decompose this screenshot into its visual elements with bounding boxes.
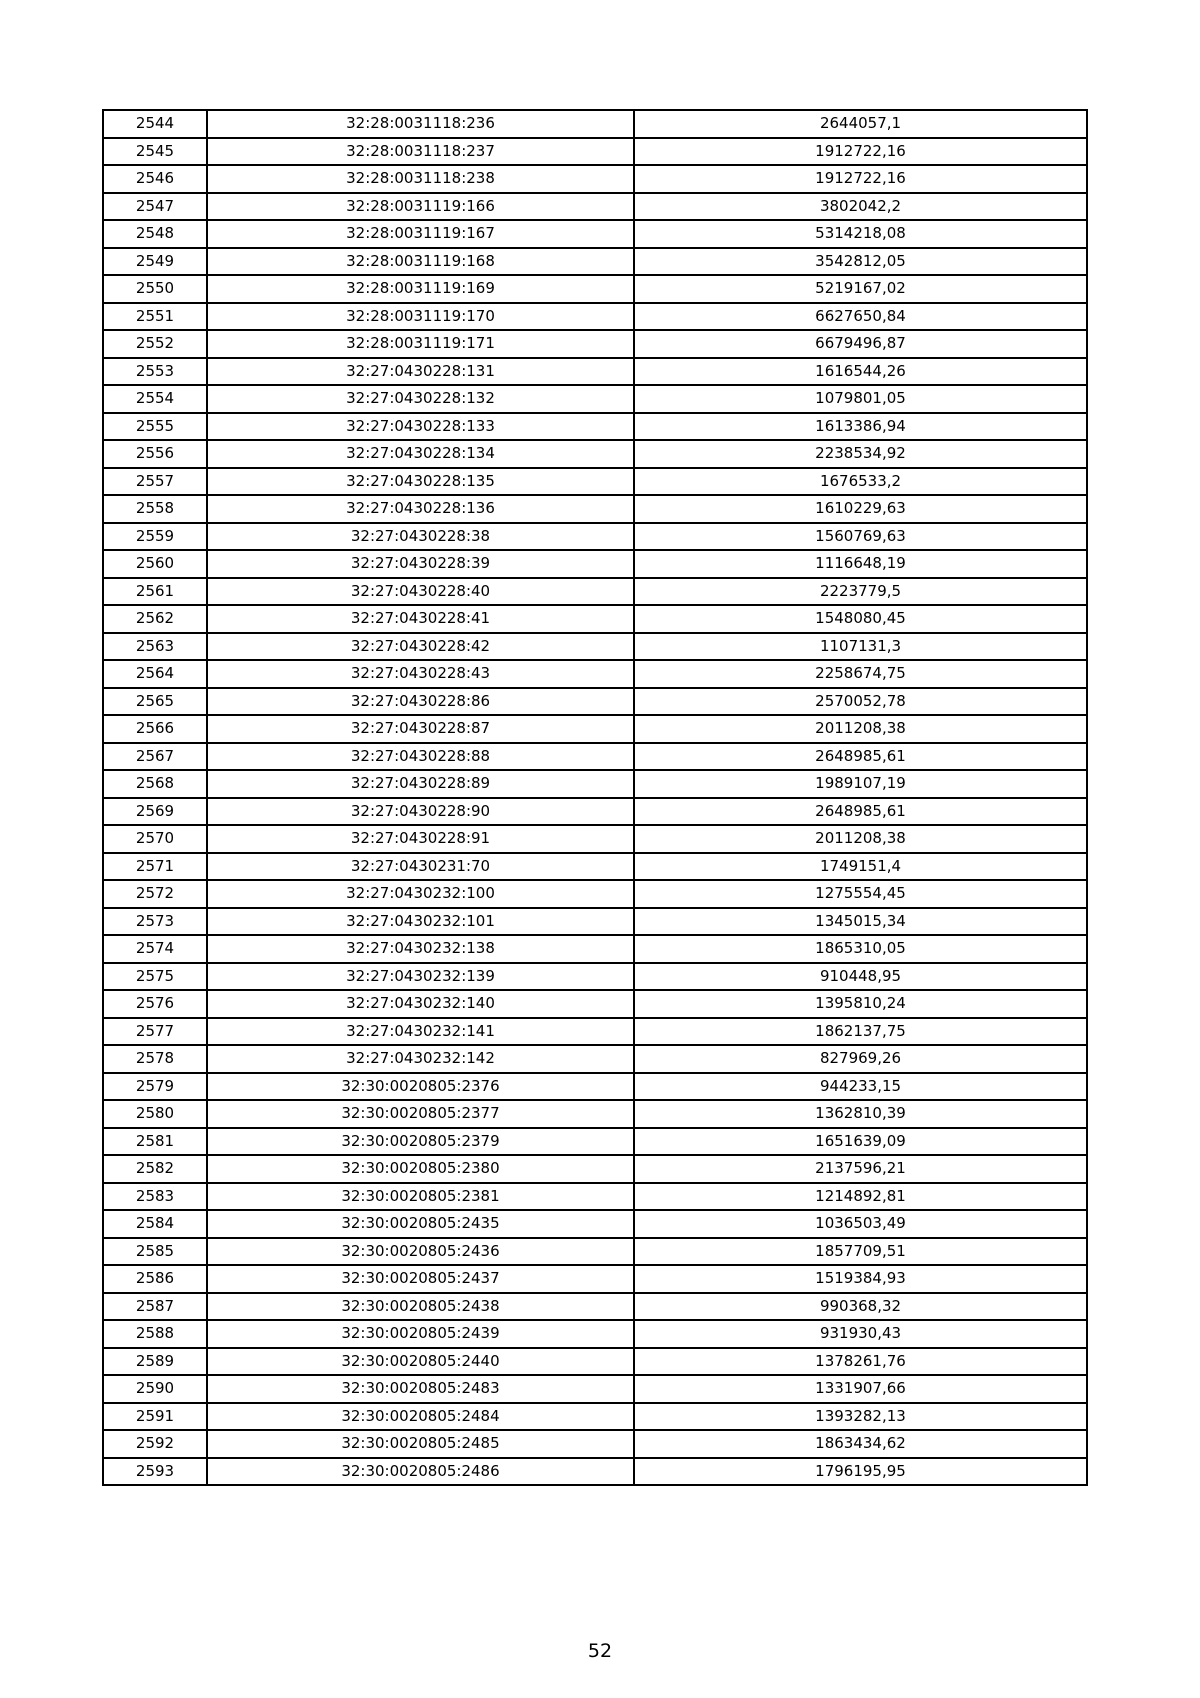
table-row — [103, 1348, 1087, 1376]
row-number-cell: 2584 — [103, 1210, 207, 1238]
cadastral-number-cell: 32:28:0031119:170 — [207, 303, 634, 331]
table-row — [103, 633, 1087, 661]
row-number-cell: 2562 — [103, 605, 207, 633]
cadastral-number-cell: 32:30:0020805:2437 — [207, 1265, 634, 1293]
cadastral-value-cell: 1610229,63 — [634, 495, 1087, 523]
cadastral-number-cell: 32:27:0430228:40 — [207, 578, 634, 606]
table-row — [103, 798, 1087, 826]
row-number-cell: 2555 — [103, 413, 207, 441]
row-number-cell: 2560 — [103, 550, 207, 578]
table-body — [103, 110, 1087, 1485]
cadastral-number-cell: 32:28:0031119:166 — [207, 193, 634, 221]
table-row — [103, 1128, 1087, 1156]
table-row — [103, 688, 1087, 716]
table-row — [103, 743, 1087, 771]
row-number-cell: 2570 — [103, 825, 207, 853]
cadastral-number-cell: 32:27:0430232:101 — [207, 908, 634, 936]
cadastral-number-cell: 32:30:0020805:2436 — [207, 1238, 634, 1266]
cadastral-number-cell: 32:28:0031118:238 — [207, 165, 634, 193]
cadastral-value-cell: 5219167,02 — [634, 275, 1087, 303]
cadastral-value-cell: 1362810,39 — [634, 1100, 1087, 1128]
cadastral-value-cell: 1613386,94 — [634, 413, 1087, 441]
row-number-cell: 2551 — [103, 303, 207, 331]
row-number-cell: 2587 — [103, 1293, 207, 1321]
cadastral-number-cell: 32:27:0430228:89 — [207, 770, 634, 798]
cadastral-value-cell: 827969,26 — [634, 1045, 1087, 1073]
cadastral-value-cell: 2011208,38 — [634, 825, 1087, 853]
cadastral-value-cell: 1560769,63 — [634, 523, 1087, 551]
cadastral-number-cell: 32:30:0020805:2484 — [207, 1403, 634, 1431]
cadastral-number-cell: 32:28:0031118:237 — [207, 138, 634, 166]
row-number-cell: 2567 — [103, 743, 207, 771]
table-row — [103, 303, 1087, 331]
row-number-cell: 2576 — [103, 990, 207, 1018]
cadastral-value-cell: 2137596,21 — [634, 1155, 1087, 1183]
table-row — [103, 413, 1087, 441]
row-number-cell: 2558 — [103, 495, 207, 523]
cadastral-number-cell: 32:27:0430228:88 — [207, 743, 634, 771]
table-row — [103, 193, 1087, 221]
cadastral-value-cell: 1863434,62 — [634, 1430, 1087, 1458]
cadastral-value-cell: 1912722,16 — [634, 138, 1087, 166]
page-number: 52 — [587, 1640, 613, 1662]
cadastral-number-cell: 32:28:0031119:167 — [207, 220, 634, 248]
table-row — [103, 1155, 1087, 1183]
cadastral-value-cell: 1214892,81 — [634, 1183, 1087, 1211]
row-number-cell: 2588 — [103, 1320, 207, 1348]
cadastral-value-cell: 1519384,93 — [634, 1265, 1087, 1293]
cadastral-value-cell: 1395810,24 — [634, 990, 1087, 1018]
cadastral-value-cell: 1378261,76 — [634, 1348, 1087, 1376]
table-row — [103, 1100, 1087, 1128]
table-row — [103, 1458, 1087, 1486]
row-number-cell: 2564 — [103, 660, 207, 688]
cadastral-number-cell: 32:27:0430232:142 — [207, 1045, 634, 1073]
table-row — [103, 440, 1087, 468]
row-number-cell: 2545 — [103, 138, 207, 166]
cadastral-number-cell: 32:30:0020805:2380 — [207, 1155, 634, 1183]
row-number-cell: 2585 — [103, 1238, 207, 1266]
cadastral-value-cell: 3542812,05 — [634, 248, 1087, 276]
cadastral-value-cell: 1749151,4 — [634, 853, 1087, 881]
row-number-cell: 2547 — [103, 193, 207, 221]
row-number-cell: 2577 — [103, 1018, 207, 1046]
row-number-cell: 2569 — [103, 798, 207, 826]
table-row — [103, 935, 1087, 963]
cadastral-value-cell: 2648985,61 — [634, 743, 1087, 771]
cadastral-number-cell: 32:30:0020805:2381 — [207, 1183, 634, 1211]
table-row — [103, 1403, 1087, 1431]
cadastral-number-cell: 32:27:0430228:131 — [207, 358, 634, 386]
table-row — [103, 495, 1087, 523]
table-row — [103, 660, 1087, 688]
cadastral-number-cell: 32:30:0020805:2485 — [207, 1430, 634, 1458]
table-row — [103, 138, 1087, 166]
table-row — [103, 908, 1087, 936]
row-number-cell: 2566 — [103, 715, 207, 743]
table-row — [103, 523, 1087, 551]
row-number-cell: 2580 — [103, 1100, 207, 1128]
cadastral-value-cell: 1857709,51 — [634, 1238, 1087, 1266]
cadastral-number-cell: 32:27:0430232:140 — [207, 990, 634, 1018]
cadastral-number-cell: 32:30:0020805:2439 — [207, 1320, 634, 1348]
row-number-cell: 2589 — [103, 1348, 207, 1376]
row-number-cell: 2571 — [103, 853, 207, 881]
cadastral-number-cell: 32:28:0031118:236 — [207, 110, 634, 138]
table-row — [103, 468, 1087, 496]
row-number-cell: 2565 — [103, 688, 207, 716]
cadastral-number-cell: 32:27:0430228:90 — [207, 798, 634, 826]
cadastral-value-cell: 2570052,78 — [634, 688, 1087, 716]
table-row — [103, 1073, 1087, 1101]
table-row — [103, 578, 1087, 606]
table-row — [103, 220, 1087, 248]
cadastral-value-cell: 1912722,16 — [634, 165, 1087, 193]
cadastral-value-cell: 1651639,09 — [634, 1128, 1087, 1156]
table-row — [103, 1430, 1087, 1458]
table-row — [103, 1018, 1087, 1046]
cadastral-value-cell: 2258674,75 — [634, 660, 1087, 688]
row-number-cell: 2582 — [103, 1155, 207, 1183]
cadastral-number-cell: 32:27:0430232:139 — [207, 963, 634, 991]
cadastral-number-cell: 32:27:0430232:141 — [207, 1018, 634, 1046]
cadastral-number-cell: 32:27:0430228:132 — [207, 385, 634, 413]
cadastral-number-cell: 32:27:0430228:41 — [207, 605, 634, 633]
cadastral-value-cell: 1676533,2 — [634, 468, 1087, 496]
row-number-cell: 2563 — [103, 633, 207, 661]
cadastral-value-cell: 1393282,13 — [634, 1403, 1087, 1431]
row-number-cell: 2548 — [103, 220, 207, 248]
cadastral-number-cell: 32:27:0430228:134 — [207, 440, 634, 468]
table-row — [103, 550, 1087, 578]
table-row — [103, 1265, 1087, 1293]
cadastral-number-cell: 32:27:0430228:39 — [207, 550, 634, 578]
cadastral-value-table — [102, 109, 1088, 1486]
table-row — [103, 990, 1087, 1018]
table-row — [103, 358, 1087, 386]
row-number-cell: 2568 — [103, 770, 207, 798]
cadastral-value-cell: 1275554,45 — [634, 880, 1087, 908]
row-number-cell: 2578 — [103, 1045, 207, 1073]
table-row — [103, 825, 1087, 853]
cadastral-number-cell: 32:30:0020805:2379 — [207, 1128, 634, 1156]
row-number-cell: 2559 — [103, 523, 207, 551]
cadastral-number-cell: 32:27:0430228:133 — [207, 413, 634, 441]
cadastral-value-cell: 1862137,75 — [634, 1018, 1087, 1046]
table-row — [103, 605, 1087, 633]
table-row — [103, 275, 1087, 303]
cadastral-number-cell: 32:30:0020805:2440 — [207, 1348, 634, 1376]
cadastral-value-cell: 1989107,19 — [634, 770, 1087, 798]
row-number-cell: 2591 — [103, 1403, 207, 1431]
row-number-cell: 2554 — [103, 385, 207, 413]
cadastral-number-cell: 32:27:0430232:138 — [207, 935, 634, 963]
row-number-cell: 2590 — [103, 1375, 207, 1403]
row-number-cell: 2586 — [103, 1265, 207, 1293]
cadastral-number-cell: 32:27:0430228:136 — [207, 495, 634, 523]
row-number-cell: 2575 — [103, 963, 207, 991]
cadastral-number-cell: 32:30:0020805:2435 — [207, 1210, 634, 1238]
table-row — [103, 1183, 1087, 1211]
row-number-cell: 2593 — [103, 1458, 207, 1486]
cadastral-value-cell: 990368,32 — [634, 1293, 1087, 1321]
row-number-cell: 2557 — [103, 468, 207, 496]
table-row — [103, 1045, 1087, 1073]
row-number-cell: 2553 — [103, 358, 207, 386]
cadastral-value-cell: 3802042,2 — [634, 193, 1087, 221]
table-row — [103, 770, 1087, 798]
row-number-cell: 2552 — [103, 330, 207, 358]
cadastral-value-cell: 2238534,92 — [634, 440, 1087, 468]
row-number-cell: 2549 — [103, 248, 207, 276]
cadastral-value-cell: 1796195,95 — [634, 1458, 1087, 1486]
row-number-cell: 2583 — [103, 1183, 207, 1211]
cadastral-number-cell: 32:28:0031119:168 — [207, 248, 634, 276]
row-number-cell: 2573 — [103, 908, 207, 936]
table-row — [103, 1375, 1087, 1403]
cadastral-number-cell: 32:27:0430228:38 — [207, 523, 634, 551]
row-number-cell: 2572 — [103, 880, 207, 908]
row-number-cell: 2550 — [103, 275, 207, 303]
cadastral-value-cell: 1116648,19 — [634, 550, 1087, 578]
table-row — [103, 330, 1087, 358]
table-row — [103, 1293, 1087, 1321]
cadastral-number-cell: 32:30:0020805:2438 — [207, 1293, 634, 1321]
table-row — [103, 110, 1087, 138]
cadastral-number-cell: 32:30:0020805:2376 — [207, 1073, 634, 1101]
cadastral-number-cell: 32:27:0430228:86 — [207, 688, 634, 716]
cadastral-value-cell: 2648985,61 — [634, 798, 1087, 826]
cadastral-number-cell: 32:27:0430228:42 — [207, 633, 634, 661]
cadastral-value-cell: 1036503,49 — [634, 1210, 1087, 1238]
table-row — [103, 165, 1087, 193]
cadastral-value-cell: 1345015,34 — [634, 908, 1087, 936]
row-number-cell: 2556 — [103, 440, 207, 468]
cadastral-value-cell: 2011208,38 — [634, 715, 1087, 743]
cadastral-number-cell: 32:27:0430232:100 — [207, 880, 634, 908]
row-number-cell: 2592 — [103, 1430, 207, 1458]
table-row — [103, 963, 1087, 991]
cadastral-number-cell: 32:30:0020805:2486 — [207, 1458, 634, 1486]
cadastral-value-cell: 1616544,26 — [634, 358, 1087, 386]
cadastral-number-cell: 32:30:0020805:2483 — [207, 1375, 634, 1403]
cadastral-value-cell: 6627650,84 — [634, 303, 1087, 331]
row-number-cell: 2561 — [103, 578, 207, 606]
cadastral-number-cell: 32:28:0031119:171 — [207, 330, 634, 358]
cadastral-number-cell: 32:27:0430228:91 — [207, 825, 634, 853]
cadastral-value-cell: 910448,95 — [634, 963, 1087, 991]
table-row — [103, 1238, 1087, 1266]
cadastral-value-cell: 931930,43 — [634, 1320, 1087, 1348]
cadastral-value-cell: 944233,15 — [634, 1073, 1087, 1101]
row-number-cell: 2546 — [103, 165, 207, 193]
cadastral-value-cell: 2644057,1 — [634, 110, 1087, 138]
table-row — [103, 1320, 1087, 1348]
cadastral-value-cell: 2223779,5 — [634, 578, 1087, 606]
table-row — [103, 1210, 1087, 1238]
cadastral-number-cell: 32:28:0031119:169 — [207, 275, 634, 303]
cadastral-number-cell: 32:27:0430228:87 — [207, 715, 634, 743]
cadastral-value-cell: 1079801,05 — [634, 385, 1087, 413]
cadastral-number-cell: 32:27:0430228:135 — [207, 468, 634, 496]
cadastral-value-cell: 1548080,45 — [634, 605, 1087, 633]
row-number-cell: 2579 — [103, 1073, 207, 1101]
cadastral-value-cell: 1331907,66 — [634, 1375, 1087, 1403]
table-row — [103, 248, 1087, 276]
cadastral-number-cell: 32:27:0430228:43 — [207, 660, 634, 688]
row-number-cell: 2544 — [103, 110, 207, 138]
table-row — [103, 853, 1087, 881]
cadastral-value-cell: 5314218,08 — [634, 220, 1087, 248]
cadastral-number-cell: 32:27:0430231:70 — [207, 853, 634, 881]
cadastral-value-cell: 6679496,87 — [634, 330, 1087, 358]
row-number-cell: 2574 — [103, 935, 207, 963]
cadastral-value-cell: 1107131,3 — [634, 633, 1087, 661]
cadastral-number-cell: 32:30:0020805:2377 — [207, 1100, 634, 1128]
cadastral-value-cell: 1865310,05 — [634, 935, 1087, 963]
table-row — [103, 385, 1087, 413]
table-row — [103, 880, 1087, 908]
table-row — [103, 715, 1087, 743]
row-number-cell: 2581 — [103, 1128, 207, 1156]
